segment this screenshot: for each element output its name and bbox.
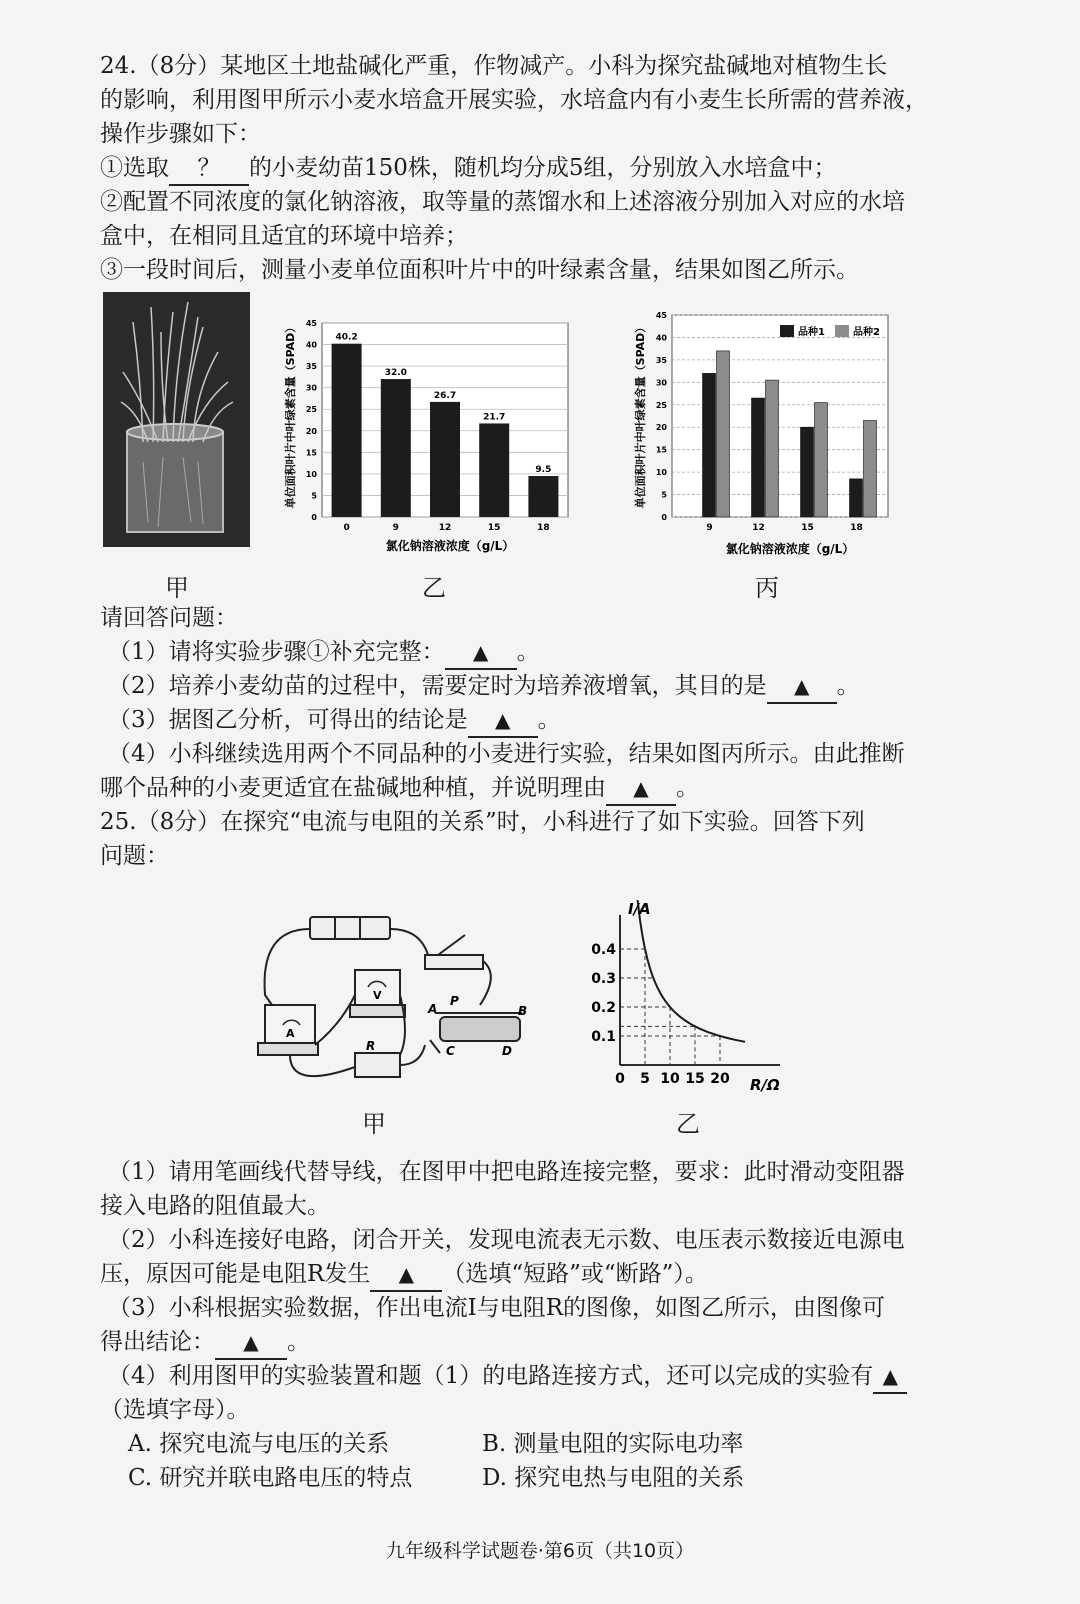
q25-intro-line-2: 问题： xyxy=(100,843,169,869)
chart-yi-ytick: 0 xyxy=(311,513,317,522)
answer-blank-q25-2[interactable]: ▲ xyxy=(370,1258,442,1292)
chart-ir-xtick: 15 xyxy=(685,1071,705,1087)
chart-bing-ytick: 10 xyxy=(655,468,667,478)
q24-step-3: ③一段时间后，测量小麦单位面积叶片中的叶绿素含量，结果如图乙所示。 xyxy=(100,257,859,283)
chart-bing-bar xyxy=(850,479,863,517)
chart-bing-ytick: 45 xyxy=(655,311,667,320)
legend-swatch-series-1 xyxy=(780,325,794,337)
chart-yi-ytick: 20 xyxy=(305,426,317,436)
q25-sub-3-line-1: （3）小科根据实验数据，作出电流I与电阻R的图像，如图乙所示，由图像可 xyxy=(108,1295,886,1321)
option-b-letter: B. xyxy=(482,1431,507,1457)
q25-intro-line-1: 25.（8分）在探究“电流与电阻的关系”时，小科进行了如下实验。回答下列 xyxy=(100,809,865,835)
chart-ir-xtick: 20 xyxy=(710,1071,730,1087)
chart-bing-bar xyxy=(703,373,716,517)
q24-step-1-text-b: 的小麦幼苗150株，随机均分成5组，分别放入水培盒中； xyxy=(249,155,837,181)
legend-swatch-series-2 xyxy=(835,325,849,337)
q24-sub-4-end: 。 xyxy=(676,775,699,801)
chart-ir-ytick: 0.1 xyxy=(591,1029,616,1045)
answer-blank-q24-4[interactable]: ▲ xyxy=(606,772,676,806)
chart-ir-xtick: 0 xyxy=(615,1071,625,1087)
chart-ir-xtick: 5 xyxy=(640,1071,650,1087)
chart-yi-ytick: 30 xyxy=(305,383,317,393)
chart-yi-ytick: 25 xyxy=(305,405,317,415)
chart-yi-ylabel: 单位面积叶片中叶绿素含量（SPAD） xyxy=(284,321,297,509)
chart-yi-xtick: 12 xyxy=(438,523,452,533)
chart-yi-ytick: 35 xyxy=(305,362,317,372)
chart-ir-ytick: 0.2 xyxy=(591,1000,616,1016)
legend-label-series-1: 品种1 xyxy=(798,327,825,338)
chart-yi-ytick: 45 xyxy=(305,319,317,328)
legend-label-series-2: 品种2 xyxy=(853,327,880,338)
q24-step-2-line-1: ②配置不同浓度的氯化钠溶液，取等量的蒸馏水和上述溶液分别加入对应的水培 xyxy=(100,189,905,215)
q24-sub-4-text: 哪个品种的小麦更适宜在盐碱地种植，并说明理由 xyxy=(100,775,606,801)
option-a-text: 探究电流与电压的关系 xyxy=(159,1431,390,1457)
chart-yi-ytick: 15 xyxy=(305,448,317,458)
chart-yi-xtick: 0 xyxy=(343,523,350,533)
q25-sub-4-line-1 xyxy=(108,1360,938,1394)
q24-sub-1-end: 。 xyxy=(516,639,540,665)
chart-yi-ytick: 40 xyxy=(305,340,317,350)
switch xyxy=(425,955,483,969)
figure-caption-graph-yi: 乙 xyxy=(676,1110,700,1138)
q24-sub-4-line-1: （4）小科继续选用两个不同品种的小麦进行实验，结果如图丙所示。由此推断 xyxy=(108,741,905,767)
terminal-d-label: D xyxy=(502,1044,512,1058)
chart-yi-bar xyxy=(479,423,509,517)
chart-yi-ytick: 10 xyxy=(305,469,317,479)
figure-caption-jia: 甲 xyxy=(165,574,189,602)
q25-option-c xyxy=(128,1462,458,1494)
chart-ir-ytick: 0.3 xyxy=(591,971,616,987)
page-footer: 九年级科学试题卷·第6页（共10页） xyxy=(385,1540,695,1562)
chart-yi-value-label: 9.5 xyxy=(535,465,552,476)
chart-bing-xtick: 18 xyxy=(850,523,863,533)
chart-ir-ylabel: I/A xyxy=(628,900,651,918)
chart-ir-xtick: 10 xyxy=(660,1071,680,1087)
chart-bing xyxy=(630,285,900,565)
chart-yi-bar xyxy=(430,402,460,517)
q25-sub-3-line-2 xyxy=(100,1326,940,1360)
circuit-diagram xyxy=(250,905,540,1105)
figure-caption-circuit-jia: 甲 xyxy=(362,1110,386,1138)
chart-ir-xlabel: R/Ω xyxy=(750,1076,780,1094)
q25-sub-2-end: （选填“短路”或“断路”）。 xyxy=(442,1261,708,1287)
q24-step-1 xyxy=(100,152,940,186)
q24-sub-3 xyxy=(108,704,948,738)
option-b-text: 测量电阻的实际电功率 xyxy=(513,1431,744,1457)
q24-sub-2-text: （2）培养小麦幼苗的过程中，需要定时为培养液增氧，其目的是 xyxy=(108,673,767,699)
q24-prompt: 请回答问题： xyxy=(100,605,238,631)
q25-sub-2-text: 压，原因可能是电阻R发生 xyxy=(100,1261,371,1287)
q24-sub-2 xyxy=(108,670,948,704)
q25-option-d xyxy=(482,1462,882,1494)
option-d-text: 探究电热与电阻的关系 xyxy=(514,1465,745,1491)
chart-yi-xtick: 15 xyxy=(487,523,501,533)
chart-yi-xtick: 18 xyxy=(537,523,550,533)
q25-sub-1-line-1: （1）请用笔画线代替导线，在图甲中把电路连接完整，要求：此时滑动变阻器 xyxy=(108,1159,905,1185)
resistor-r xyxy=(355,1053,400,1077)
chart-yi-ytick: 5 xyxy=(311,491,317,501)
slider-p-label: P xyxy=(450,994,459,1008)
q24-intro-line-3: 操作步骤如下： xyxy=(100,121,261,147)
voltmeter-label: V xyxy=(373,989,382,1002)
q25-sub-3-end: 。 xyxy=(287,1329,310,1355)
q24-intro-line-2: 的影响，利用图甲所示小麦水培盒开展实验，水培盒内有小麦生长所需的营养液， xyxy=(100,87,928,113)
terminal-b-label: B xyxy=(518,1004,528,1018)
terminal-c-label: C xyxy=(446,1044,455,1058)
q25-sub-3-text: 得出结论： xyxy=(100,1329,215,1355)
option-c-text: 研究并联电路电压的特点 xyxy=(159,1465,413,1491)
chart-yi-bar xyxy=(332,344,362,517)
chart-ir-ytick: 0.4 xyxy=(591,942,616,958)
q25-sub-4-text: （4）利用图甲的实验装置和题（1）的电路连接方式，还可以完成的实验有 xyxy=(108,1363,874,1389)
q24-step-1-text-a: ①选取 xyxy=(100,155,169,181)
q24-sub-4-line-2 xyxy=(100,772,940,806)
q25-sub-1-line-2: 接入电路的阻值最大。 xyxy=(100,1193,330,1219)
ammeter-label: A xyxy=(286,1027,295,1040)
answer-blank-q24-1[interactable]: ▲ xyxy=(445,636,517,670)
chart-bing-ytick: 25 xyxy=(655,400,667,410)
q24-sub-3-end: 。 xyxy=(537,707,561,733)
chart-bing-ylabel: 单位面积叶片中叶绿素含量（SPAD） xyxy=(634,321,647,509)
figure-caption-bing: 丙 xyxy=(755,574,779,602)
chart-bing-xlabel: 氯化钠溶液浓度（g/L） xyxy=(725,542,855,556)
chart-bing-ytick: 35 xyxy=(655,355,667,365)
chart-bing-ytick: 30 xyxy=(655,378,667,388)
q24-step-1-blank: ？ xyxy=(169,152,249,186)
q24-sub-2-end: 。 xyxy=(836,673,860,699)
chart-bing-ytick: 20 xyxy=(655,423,667,433)
chart-yi-value-label: 21.7 xyxy=(483,412,506,423)
q24-sub-1 xyxy=(108,636,948,670)
current-resistance-curve xyxy=(638,900,746,1042)
battery xyxy=(310,917,390,939)
q25-option-b xyxy=(482,1428,882,1460)
answer-blank-q24-2[interactable]: ▲ xyxy=(767,670,837,704)
chart-yi xyxy=(280,285,580,565)
q25-sub-2-line-2 xyxy=(100,1258,940,1292)
chart-bing-bar xyxy=(766,380,779,517)
chart-yi-value-label: 26.7 xyxy=(433,390,457,401)
resistor-label: R xyxy=(366,1039,376,1053)
option-a-letter: A. xyxy=(128,1431,152,1457)
q25-option-a xyxy=(128,1428,458,1460)
chart-yi-bar xyxy=(381,379,411,517)
chart-bing-bar xyxy=(717,351,730,517)
option-c-letter: C. xyxy=(128,1465,153,1491)
answer-blank-q25-4[interactable]: ▲ xyxy=(873,1360,907,1394)
chart-bing-bar xyxy=(815,403,828,517)
chart-bing-xtick: 15 xyxy=(801,523,814,533)
chart-bing-xtick: 9 xyxy=(706,523,713,533)
option-d-letter: D. xyxy=(482,1465,507,1491)
chart-yi-xlabel: 氯化钠溶液浓度（g/L） xyxy=(385,539,515,553)
answer-blank-q24-3[interactable]: ▲ xyxy=(468,704,538,738)
q25-sub-2-line-1: （2）小科连接好电路，闭合开关，发现电流表无示数、电压表示数接近电源电 xyxy=(108,1227,905,1253)
wheat-hydroponic-photo xyxy=(103,292,250,547)
q24-sub-3-text: （3）据图乙分析，可得出的结论是 xyxy=(108,707,468,733)
chart-bing-bar xyxy=(801,427,814,517)
chart-current-resistance xyxy=(580,900,810,1100)
q25-sub-4-line-2: （选填字母）。 xyxy=(100,1397,250,1423)
chart-bing-ytick: 0 xyxy=(661,513,667,522)
chart-bing-xtick: 12 xyxy=(752,523,765,533)
chart-yi-xtick: 9 xyxy=(392,523,399,533)
q24-intro-line-1: 24.（8分）某地区土地盐碱化严重，作物减产。小科为探究盐碱地对植物生长 xyxy=(100,53,888,79)
terminal-a-label: A xyxy=(428,1002,438,1016)
answer-blank-q25-3[interactable]: ▲ xyxy=(215,1326,287,1360)
chart-bing-bar xyxy=(864,420,877,517)
chart-yi-value-label: 40.2 xyxy=(335,332,358,343)
q24-sub-1-text: （1）请将实验步骤①补充完整： xyxy=(108,639,445,665)
chart-bing-ytick: 5 xyxy=(661,490,667,500)
chart-yi-value-label: 32.0 xyxy=(384,368,407,379)
chart-bing-bar xyxy=(752,398,765,517)
q24-step-2-line-2: 盒中，在相同且适宜的环境中培养； xyxy=(100,223,468,249)
figure-caption-yi: 乙 xyxy=(422,574,446,602)
chart-yi-bar xyxy=(528,476,558,517)
chart-bing-ytick: 15 xyxy=(655,445,667,455)
chart-bing-ytick: 40 xyxy=(655,333,667,343)
rheostat xyxy=(440,1017,520,1041)
